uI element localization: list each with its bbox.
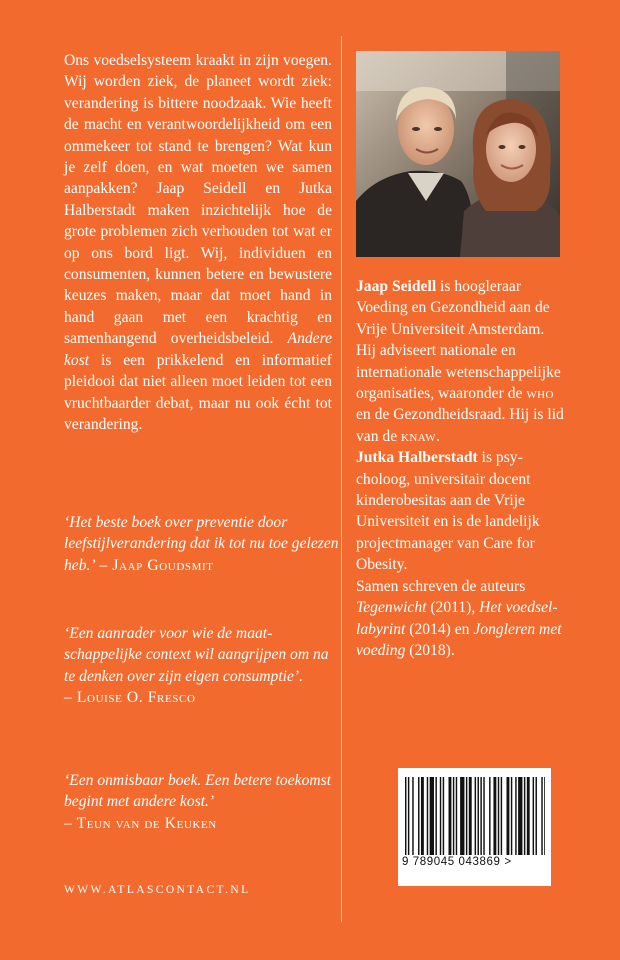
blurb-part-2: is een prikkelend en informatief pleidooi dat niet alleen moet leiden tot een vruchtbaarder debat, maar nu ook écht tot verandering. xyxy=(64,351,332,433)
year-1: (2011), xyxy=(426,599,480,617)
barcode-bar xyxy=(412,777,413,855)
quote-2 xyxy=(64,623,339,709)
isbn-barcode xyxy=(398,768,551,886)
author-1-bio-a: is hoogleraar Voeding en Gezondheid aan de Vrije Universiteit Amsterdam. Hij adviseert nationale en internationale wetenschappelijke organisaties, waaronder de xyxy=(356,278,561,403)
barcode-bar xyxy=(460,777,464,855)
author-1-bio-b: en de Gezondheidsraad. Hij is lid van de xyxy=(356,406,564,445)
barcode-bar xyxy=(405,777,406,855)
author-bio xyxy=(356,276,564,661)
barcode-bar xyxy=(443,777,444,855)
barcode-bar xyxy=(524,777,525,855)
quote-3 xyxy=(64,770,339,834)
barcode-bar xyxy=(435,777,436,855)
barcode-bar xyxy=(430,777,434,855)
blurb-text xyxy=(64,50,332,435)
barcode-bars xyxy=(405,777,545,855)
quote-1-source: – Jaap Goudsmit xyxy=(99,556,214,574)
barcode-bar xyxy=(456,777,457,855)
barcode-bar xyxy=(515,777,516,855)
author-photo xyxy=(356,51,560,257)
barcode-bar xyxy=(501,777,502,855)
book-jongleren: Jongleren met voeding xyxy=(356,620,562,659)
barcode-bar xyxy=(421,777,424,855)
quote-3-source: – Teun van de Keuken xyxy=(64,814,217,832)
book-voedsellabyrint: Het voedsellabyrint xyxy=(356,599,558,638)
author-2-bio: is psycholoog, universitair docent kinderobesitas aan de Vrije Universiteit en is de landelijk projectmanager van Care for Obesity. xyxy=(356,449,540,574)
barcode-bar xyxy=(507,777,510,855)
author-1-name: Jaap Seidell xyxy=(356,278,437,295)
barcode-bar xyxy=(541,777,542,855)
blurb-part-1: Ons voedselsysteem kraakt in zijn voegen. Wij worden ziek, de planeet wordt ziek: verandering is bittere noodzaak. Wie heeft de macht en verantwoordelijkheid om een ommekeer tot stand te brengen? Wat kun je zelf doen, en wat moeten we samen aanpakken? Jaap Seidell en Jutka Halberstadt maken inzichtelijk hoe de grote problemen zich verhouden tot wat er op ons bord ligt. Wij, individuen en consumenten, kunnen betere en bewustere keuzes maken, maar dat moet hand in hand gaan met een krachtig en samenhangend overheidsbeleid. xyxy=(64,52,332,348)
book-tegenwicht: Tegenwicht xyxy=(356,599,427,617)
barcode-bar xyxy=(493,777,496,855)
joint-works-intro: Samen schreven de auteurs xyxy=(356,577,526,595)
barcode-bar xyxy=(427,777,428,855)
quote-1 xyxy=(64,512,339,576)
barcode-bar xyxy=(475,777,476,855)
barcode-bar xyxy=(466,777,467,855)
isbn-digits: 9 789045 043869 > xyxy=(402,856,512,868)
barcode-bar xyxy=(408,777,409,855)
barcode-bar xyxy=(483,777,484,855)
barcode-bar xyxy=(478,777,479,855)
barcode-bar xyxy=(536,777,537,855)
barcode-bar xyxy=(453,777,454,855)
book-title-italic: Andere kost xyxy=(64,330,332,369)
quote-2-text: ‘Een aanrader voor wie de maatschappelijke context wil aangrijpen om na te denken over zijn eigen consumptie’. xyxy=(64,625,329,685)
barcode-bar xyxy=(480,777,481,855)
barcode-bar xyxy=(418,777,419,855)
author-1-bio-c: . xyxy=(435,427,440,445)
barcode-bar xyxy=(440,777,441,855)
who-abbr: who xyxy=(526,385,554,403)
barcode-bar xyxy=(544,777,545,855)
year-3: (2018). xyxy=(405,641,455,659)
barcode-bar xyxy=(489,777,490,855)
barcode-bar xyxy=(469,777,472,855)
barcode-bar xyxy=(449,777,452,855)
author-photo-image xyxy=(356,51,560,257)
quote-3-text: ‘Een onmisbaar boek. Een betere toekomst begint met andere kost.’ xyxy=(64,772,332,811)
publisher-website: WWW.ATLASCONTACT.NL xyxy=(64,884,251,896)
barcode-bar xyxy=(527,777,530,855)
author-2-name: Jutka Halberstadt xyxy=(356,449,478,467)
knaw-abbr: knaw xyxy=(401,427,436,445)
barcode-bar xyxy=(533,777,534,855)
year-2: (2014) en xyxy=(405,620,474,638)
barcode-bar xyxy=(498,777,499,855)
barcode-bar xyxy=(518,777,522,855)
barcode-bar xyxy=(511,777,512,855)
quote-2-source: – Louise O. Fresco xyxy=(64,689,196,707)
column-divider xyxy=(341,36,342,922)
quote-1-text: ‘Het beste boek over preventie door leefstijlverandering dat ik tot nu toe gelezen heb.’ xyxy=(64,514,339,574)
